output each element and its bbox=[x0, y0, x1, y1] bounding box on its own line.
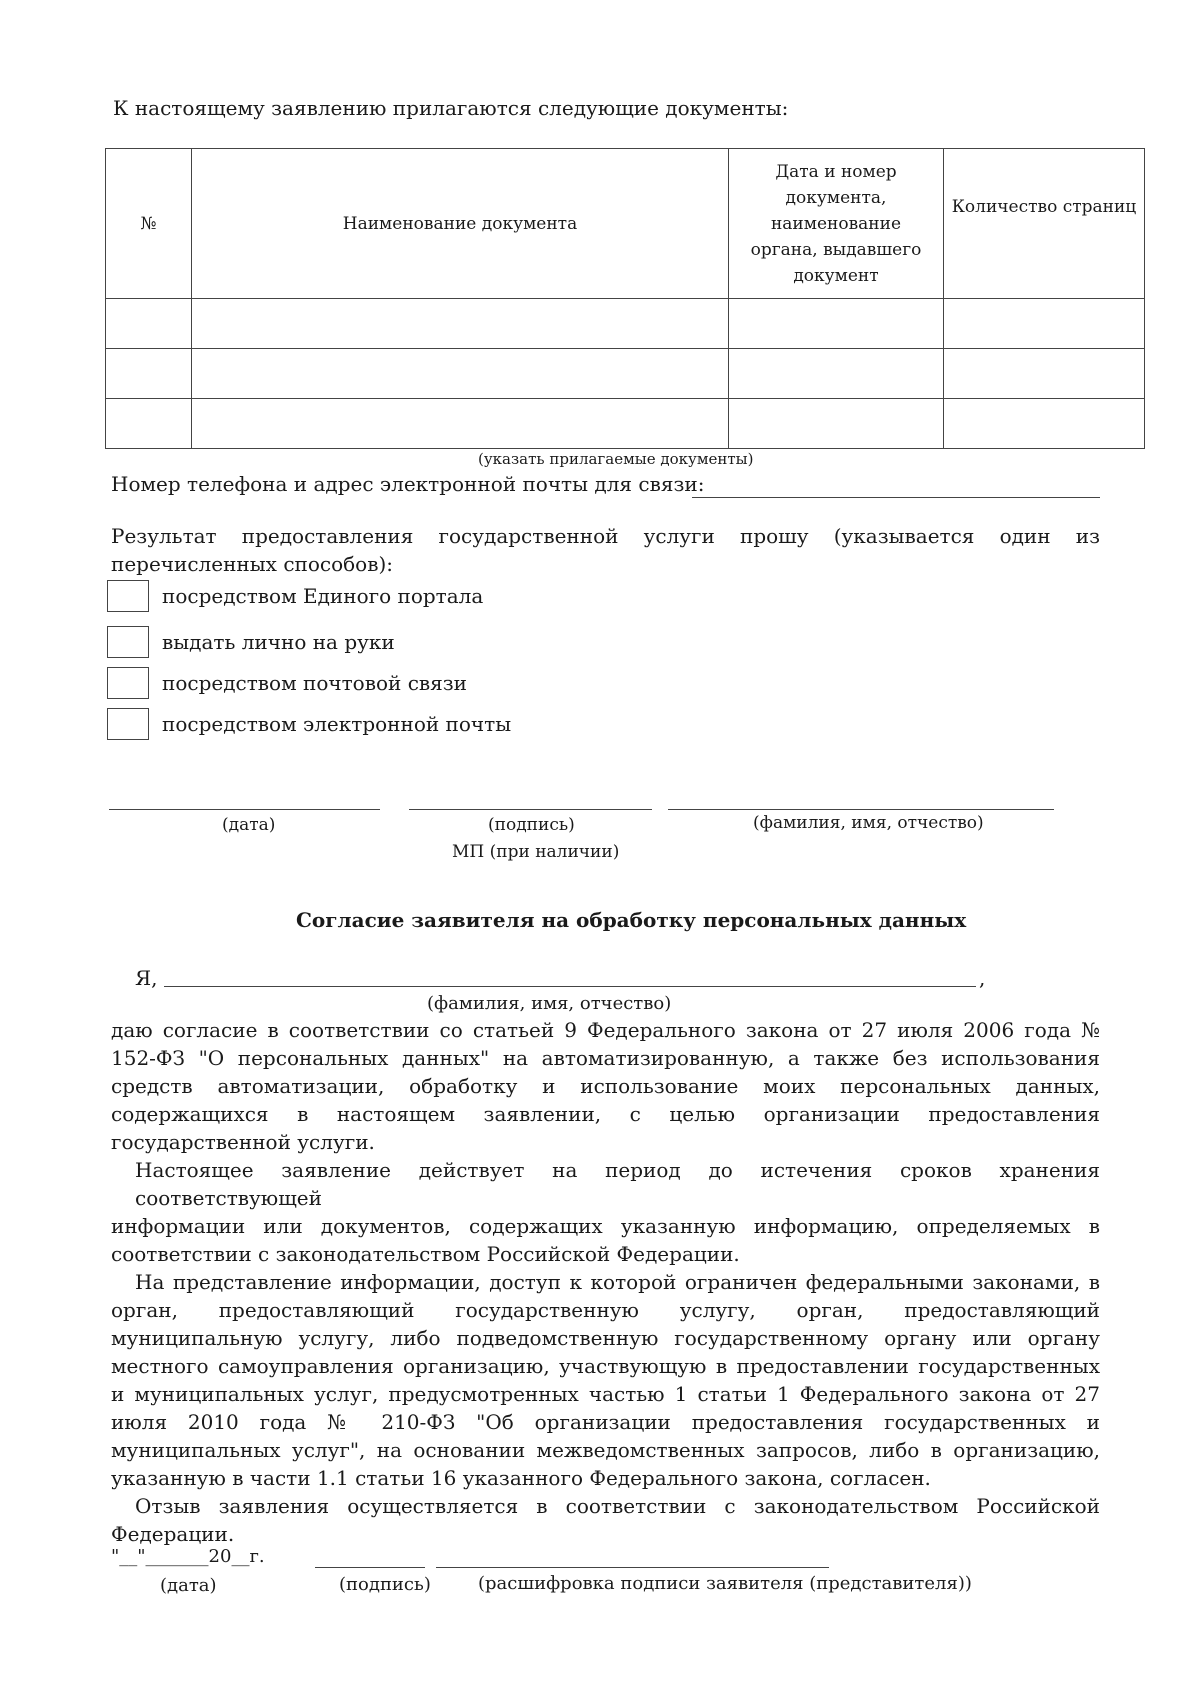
header-document-name: Наименование документа bbox=[192, 149, 729, 299]
consent-line: 152-ФЗ "О персональных данных" на автоматизированную, а также без использования bbox=[111, 1046, 1100, 1070]
date-caption: (дата) bbox=[222, 815, 276, 835]
header-number: № bbox=[106, 149, 192, 299]
footer-date-caption: (дата) bbox=[160, 1575, 217, 1596]
table-cell[interactable] bbox=[729, 399, 944, 449]
footer-signature-line[interactable] bbox=[315, 1567, 425, 1568]
option-email-label: посредством электронной почты bbox=[162, 712, 512, 736]
contact-label: Номер телефона и адрес электронной почты для связи: bbox=[111, 472, 705, 496]
consent-line: муниципальную услугу, либо подведомственную государственному органу или органу bbox=[111, 1326, 1100, 1350]
contact-input-line[interactable] bbox=[692, 497, 1100, 498]
table-caption: (указать прилагаемые документы) bbox=[478, 450, 754, 468]
consent-line: государственной услуги. bbox=[111, 1130, 375, 1154]
consent-line: даю согласие в соответствии со статьей 9 Федерального закона от 27 июля 2006 года № bbox=[111, 1018, 1100, 1042]
table-cell[interactable] bbox=[944, 399, 1145, 449]
attachments-intro: К настоящему заявлению прилагаются следующие документы: bbox=[113, 96, 789, 120]
table-cell[interactable] bbox=[944, 299, 1145, 349]
footer-decode-line[interactable] bbox=[436, 1567, 829, 1568]
option-post-label: посредством почтовой связи bbox=[162, 671, 468, 695]
option-in-person-label: выдать лично на руки bbox=[162, 630, 395, 654]
consent-line: содержащихся в настоящем заявлении, с целью организации предоставления bbox=[111, 1102, 1100, 1126]
table-header-row bbox=[106, 149, 1145, 299]
signature-line[interactable] bbox=[409, 809, 652, 810]
table-row bbox=[106, 299, 1145, 349]
consent-line: Настоящее заявление действует на период до истечения сроков хранения соответствующей bbox=[135, 1158, 1100, 1210]
option-email-checkbox[interactable] bbox=[107, 708, 149, 740]
consent-line: орган, предоставляющий государственную услугу, орган, предоставляющий bbox=[111, 1298, 1100, 1322]
table-cell[interactable] bbox=[192, 299, 729, 349]
table-cell[interactable] bbox=[729, 299, 944, 349]
footer-date-field[interactable]: "__"_______20__г. bbox=[111, 1546, 265, 1567]
consent-line: соответствии с законодательством Российской Федерации. bbox=[111, 1242, 740, 1266]
table-cell[interactable] bbox=[192, 399, 729, 449]
result-instruction-cont: перечисленных способов): bbox=[111, 552, 394, 576]
table-cell[interactable] bbox=[944, 349, 1145, 399]
option-portal-checkbox[interactable] bbox=[107, 580, 149, 612]
consent-line: и муниципальных услуг, предусмотренных частью 1 статьи 1 Федерального закона от 27 bbox=[111, 1382, 1100, 1406]
date-signature-line[interactable] bbox=[109, 809, 380, 810]
consent-line: июля 2010 года № 210-ФЗ "Об организации предоставления государственных и bbox=[111, 1410, 1100, 1434]
header-page-count: Количество страниц bbox=[944, 149, 1145, 299]
consent-line: На представление информации, доступ к которой ограничен федеральными законами, в bbox=[135, 1270, 1100, 1294]
attachments-table bbox=[105, 148, 1145, 449]
consent-line: муниципальных услуг", на основании межведомственных запросов, либо в организацию, bbox=[111, 1438, 1100, 1462]
consent-i-suffix: , bbox=[979, 966, 986, 990]
consent-i-prefix: Я, bbox=[135, 966, 158, 990]
table-cell[interactable] bbox=[106, 349, 192, 399]
consent-fio-caption: (фамилия, имя, отчество) bbox=[427, 993, 672, 1014]
signature-caption: (подпись) bbox=[488, 815, 575, 835]
consent-fio-input-line[interactable] bbox=[164, 986, 976, 987]
consent-line: местного самоуправления организацию, участвующую в предоставлении государственных bbox=[111, 1354, 1100, 1378]
option-in-person-checkbox[interactable] bbox=[107, 626, 149, 658]
table-row bbox=[106, 399, 1145, 449]
table-cell[interactable] bbox=[106, 299, 192, 349]
table-cell[interactable] bbox=[729, 349, 944, 399]
consent-line: информации или документов, содержащих указанную информацию, определяемых в bbox=[111, 1214, 1100, 1238]
consent-line: указанную в части 1.1 статьи 16 указанного Федерального закона, согласен. bbox=[111, 1466, 931, 1490]
footer-signature-caption: (подпись) bbox=[339, 1574, 431, 1595]
footer-decode-caption: (расшифровка подписи заявителя (представителя)) bbox=[478, 1573, 972, 1594]
consent-line: средств автоматизации, обработку и использование моих персональных данных, bbox=[111, 1074, 1100, 1098]
stamp-caption: МП (при наличии) bbox=[452, 842, 620, 862]
fio-signature-line[interactable] bbox=[668, 809, 1054, 810]
consent-line: Федерации. bbox=[111, 1522, 235, 1546]
option-portal-label: посредством Единого портала bbox=[162, 584, 484, 608]
header-date-number: Дата и номер документа, наименование органа, выдавшего документ bbox=[729, 149, 944, 299]
result-instruction: Результат предоставления государственной услуги прошу (указывается один из bbox=[111, 524, 1100, 548]
table-cell[interactable] bbox=[192, 349, 729, 399]
option-post-checkbox[interactable] bbox=[107, 667, 149, 699]
consent-text bbox=[111, 1016, 1100, 1548]
consent-title: Согласие заявителя на обработку персональных данных bbox=[296, 908, 967, 932]
table-cell[interactable] bbox=[106, 399, 192, 449]
table-row bbox=[106, 349, 1145, 399]
fio-caption: (фамилия, имя, отчество) bbox=[753, 813, 984, 833]
consent-line: Отзыв заявления осуществляется в соответствии с законодательством Российской bbox=[135, 1494, 1100, 1518]
